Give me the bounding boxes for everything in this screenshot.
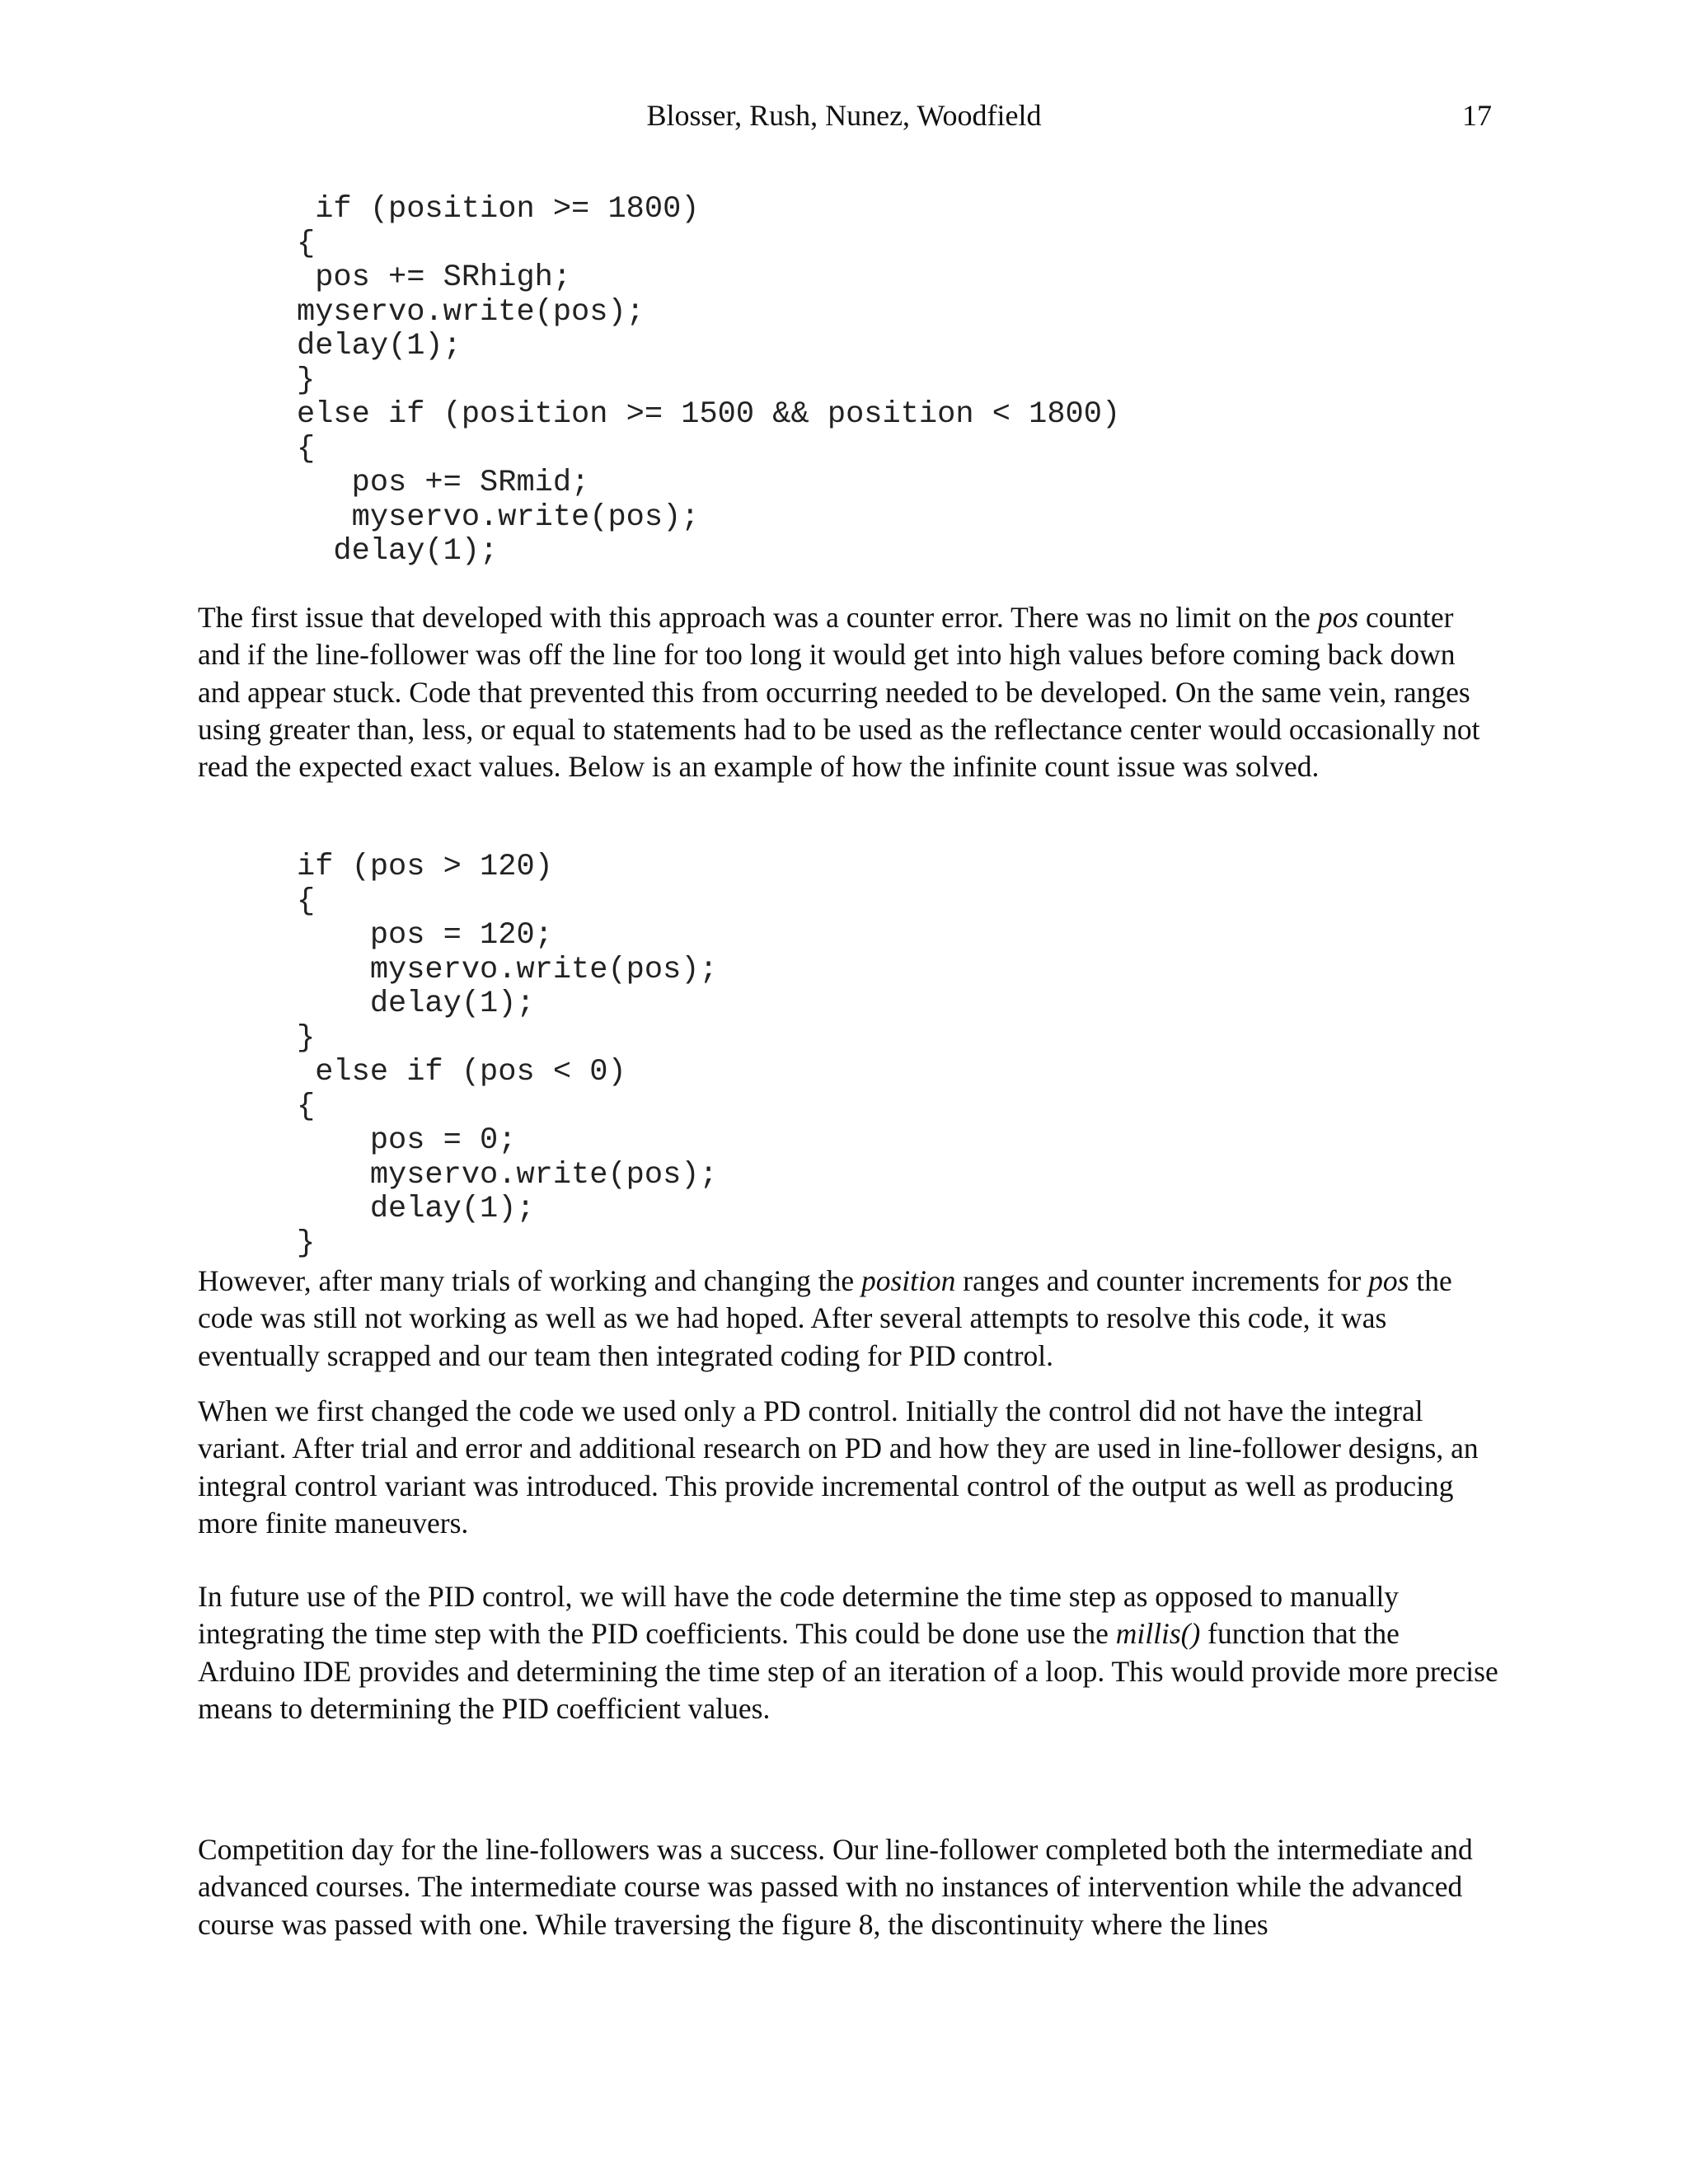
paragraph-pid-transition — [198, 1263, 1500, 1375]
code-line: else if (pos < 0) — [297, 1055, 626, 1090]
code-line: delay(1); — [297, 329, 462, 363]
term-position: position — [860, 1264, 956, 1297]
code-line: pos += SRhigh; — [297, 260, 572, 295]
paragraph-text: counter and if the line-follower was off the line for too long it would get into high values before coming back down and appear stuck. Code that prevented this from occurring needed to be developed. On the same vein, ranges using greater than, less, or equal to statements had to be used as the reflectance center would occasionally not read the expected exact values. Below is an example of how the infinite count issue was solved. — [198, 601, 1480, 784]
paragraph-text: However, after many trials of working and changing the — [198, 1264, 861, 1297]
code-line: { — [297, 431, 316, 466]
term-pos: pos — [1317, 601, 1359, 634]
paragraph-future-pid — [198, 1578, 1500, 1727]
code-line: myservo.write(pos); — [297, 294, 645, 330]
term-millis: millis() — [1115, 1617, 1201, 1651]
paragraph-text: function that the Arduino IDE provides and determining the time step of an iteration of a loop. This would provide more precise means to determining the PID coefficient values. — [198, 1617, 1498, 1725]
paragraph-counter-error — [198, 599, 1500, 785]
code-line: myservo.write(pos); — [297, 499, 700, 535]
code-line: pos = 120; — [297, 918, 553, 953]
paragraph-competition-day: Competition day for the line-followers was a success. Our line-follower completed both the intermediate and advanced courses. The intermediate course was passed with no instances of intervention while the advanced course was passed with one. While traversing the figure 8, the discontinuity where the lines — [198, 1833, 1473, 1941]
code-line: pos = 0; — [297, 1123, 517, 1158]
paragraph-text: In future use of the PID control, we will have the code determine the time step as opposed to manually integrating the time step with the PID coefficients. This could be done use the — [198, 1580, 1400, 1651]
code-line: } — [297, 363, 316, 398]
page-number: 17 — [1462, 99, 1492, 132]
code-line: { — [297, 226, 316, 261]
code-line: { — [297, 1089, 316, 1124]
code-line: else if (position >= 1500 && position < 1800) — [297, 397, 1121, 432]
code-line: delay(1); — [297, 534, 499, 569]
code-block-pos-limits — [297, 851, 718, 1261]
paragraph-text: The first issue that developed with this approach was a counter error. There was no limit on the — [198, 601, 1318, 634]
term-pos: pos — [1368, 1264, 1409, 1297]
paragraph-text: ranges and counter increments for — [955, 1264, 1369, 1297]
code-line: } — [297, 1020, 316, 1056]
code-line: delay(1); — [297, 1192, 535, 1226]
code-line: if (position >= 1800) — [297, 192, 700, 227]
paragraph-text: the code was still not working as well as we had hoped. After several attempts to resolve this code, it was eventually scrapped and our team then integrated coding for PID control. — [198, 1264, 1452, 1372]
paragraph-pd-control: When we first changed the code we used only a PD control. Initially the control did not have the integral variant. After trial and error and additional research on PD and how they are used in line-follower designs, an integral control variant was introduced. This provide incremental control of the output as well as producing more finite maneuvers. — [198, 1394, 1479, 1540]
code-line: if (pos > 120) — [297, 850, 553, 884]
code-line: delay(1); — [297, 987, 535, 1021]
running-header-authors: Blosser, Rush, Nunez, Woodfield — [646, 99, 1042, 132]
code-line: } — [297, 1226, 316, 1261]
code-line: pos += SRmid; — [297, 466, 590, 500]
code-block-position-ranges — [297, 193, 1120, 569]
code-line: myservo.write(pos); — [297, 1157, 718, 1193]
code-line: myservo.write(pos); — [297, 952, 718, 987]
code-line: { — [297, 883, 316, 919]
